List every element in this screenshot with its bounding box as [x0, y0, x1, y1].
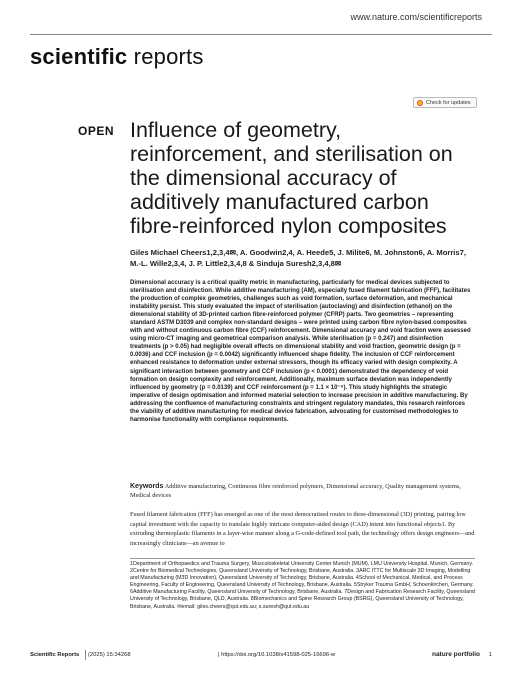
article-title: Influence of geometry, reinforcement, and sterilisation on the dimensional accuracy of additively manufactured carbon fibre-reinforced nylon composites [130, 118, 453, 238]
keywords-label: Keywords [130, 483, 164, 490]
keywords-text: Additive manufacturing, Continuous fibre reinforced polymers, Dimensional accuracy, Quality management systems, Medical devices [130, 483, 461, 499]
header-rule [30, 34, 492, 35]
footer-citation: (2025) 15:34268 [88, 652, 131, 658]
check-for-updates-label: Check for updates [426, 99, 471, 106]
brand-light: reports [127, 44, 204, 69]
open-access-label: OPEN [78, 124, 115, 138]
abstract: Dimensional accuracy is a critical quality metric in manufacturing, particularly for medical devices subjected to sterilisation and disinfection. While additive manufacturing (AM), especially fused filament fabrication (FFF), facilitates the production of complex geometries, challenges such as void formation, surface deformation, and mechanical instability persist. This study evaluated the impact of sterilisation (autoclaving) and disinfection (ethanol) on the dimensional stability of 3D-printed carbon fibre-reinforced polymer (CFRP) parts. Two geometries – representing standard ASTM D3039 and complex non-standard designs – were printed using carbon fibre nylon-based composites with and without continuous carbon fibre (CCF) reinforcement. Dimensional accuracy and void fraction were assessed using micro-CT imaging and geometrical comparison analysis. While sterilisation (p = 0.247) and disinfection treatments (p > 0.05) had negligible overall effects on dimensional stability and void fraction, geometric design (p = 0.0036) and CCF inclusion (p = 0.0042) significantly influenced shape fidelity. The inclusion of CCF reinforcement enhanced resistance to deformation under external stressors, though its efficacy varied with design complexity. A significant interaction between geometry and CCF inclusion (p < 0.0001) demonstrated the dependency of void formation on design complexity and reinforcement. Additionally, maximum surface deviation was independently influenced by geometry (p = 0.0139) and CCF reinforcement (p = 1.1 × 10⁻⁶). This study highlights the strategic imperative of design optimisation and informed material selection to increase precision in additive manufacturing. By addressing the confluence of manufacturing constraints and stringent regulatory mandates, this research reinforces the viability of additive manufacturing for medical device fabrication, advocating for customised methodologies to harmonise functionality with compliance requirements. [130, 280, 471, 423]
affiliations-divider [130, 558, 475, 559]
footer-divider [85, 650, 86, 660]
journal-url[interactable]: www.nature.com/scientificreports [350, 12, 482, 22]
affiliations: 1Department of Orthopaedics and Trauma Surgery, Musculoskeletal University Center Munich (MUM), LMU University Hospital, Munich, Germany. 2Centre for Biomedical Technologies, Queensland University of Technology, Brisbane, Australia. 3ARC ITTC for Multiscale 3D Imaging, Modelling and Manufacturing (M3D Innovation), Queensland University of Technology, Brisbane, Australia. 4School of Mechanical, Medical, and Process Engineering, Faculty of Engineering, Queensland University of Technology, Brisbane, Australia. 5Stryker Trauma GmbH, Schoenkirchen, Germany. 6Additive Manufacturing Facility, Queensland University of Technology, Brisbane, Australia. 7Design and Fabrication Research Facility, Queensland University of Technology, Brisbane, QLD, Australia. 8Biomechanics and Spine Research Group (BSRG), Queensland University of Technology, Brisbane, Australia. ✉email: giles.cheers@qut.edu.au; s.suresh@qut.edu.au [130, 561, 475, 610]
page-number: 1 [488, 652, 492, 658]
introduction-paragraph: Fused filament fabrication (FFF) has emerged as one of the most democratised routes to three-dimensional (3D) printing, pairing low capital investment with the capacity to translate highly intricate computer-aided design (CAD) intent into functional objects1. By extruding thermoplastic filaments in a layer-wise manner along a G-code-defined tool path, the technology offers design engineers—and increasingly clinicians—an avenue to [130, 511, 475, 547]
journal-logo[interactable] [30, 44, 204, 70]
footer-doi-link[interactable]: | https://doi.org/10.1038/s41598-025-16696-w [218, 652, 336, 658]
page-footer [30, 650, 492, 662]
author-list: Giles Michael Cheers1,2,3,4✉, A. Goodwin2,4, A. Heede5, J. Milite6, M. Johnston6, A. Morris7, M.-L. Wille2,3,4, J. P. Little2,3,4,8 & Sinduja Suresh2,3,4,8✉ [130, 248, 466, 268]
publisher-logo: nature portfolio [431, 651, 480, 658]
brand-bold: scientific [30, 44, 128, 69]
crossmark-icon [417, 100, 423, 106]
keywords-block [130, 482, 475, 500]
check-for-updates-button[interactable] [413, 97, 477, 108]
footer-journal: Scientific Reports [30, 652, 80, 658]
